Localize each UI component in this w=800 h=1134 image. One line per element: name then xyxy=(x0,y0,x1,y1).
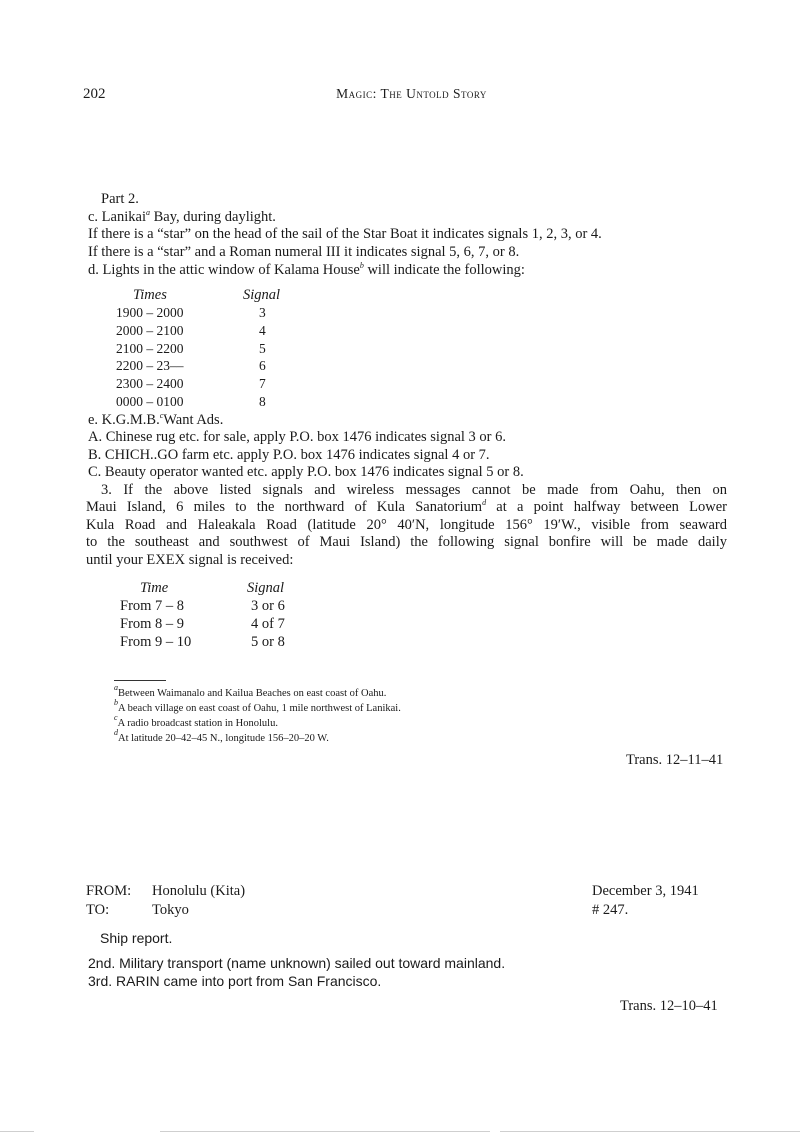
table1-row-signal: 3 xyxy=(259,305,266,320)
item-c xyxy=(88,209,276,226)
footnote-rule xyxy=(114,680,166,681)
table1-row-time: 2200 – 23–– xyxy=(116,358,184,373)
part-label: Part 2. xyxy=(101,191,139,207)
message-number: # 247. xyxy=(592,902,629,918)
table1-row-signal: 7 xyxy=(259,376,266,391)
table2-row-signal: 5 or 8 xyxy=(251,634,285,650)
para3-line-2b: at a point halfway between Lower xyxy=(486,499,727,515)
message-line-3rd: 3rd. RARIN came into port from San Francisco. xyxy=(88,973,382,989)
table1-row-time: 2300 – 2400 xyxy=(116,376,184,391)
footnote-mark-c: c xyxy=(159,411,164,420)
table2-row-time: From 9 – 10 xyxy=(120,634,192,650)
footnote-b-mark: b xyxy=(114,698,118,707)
footnote-c-text: A radio broadcast station in Honolulu. xyxy=(117,718,278,729)
table2-row-signal: 4 of 7 xyxy=(251,616,285,632)
para3-line-4: to the southeast and southwest of Maui Island) the following signal bonfire will be made daily xyxy=(86,534,727,550)
footnote-a-mark: a xyxy=(114,683,118,692)
table1-header-times: Times xyxy=(133,287,167,303)
scan-edge-line xyxy=(0,1131,34,1132)
item-d-text: d. Lights in the attic window of Kalama House xyxy=(88,262,360,278)
item-c-rest: Bay, during daylight. xyxy=(149,209,276,225)
from-value: Honolulu (Kita) xyxy=(152,883,246,899)
to-value: Tokyo xyxy=(152,902,189,918)
table2-header-time: Time xyxy=(140,580,169,596)
message-subject: Ship report. xyxy=(100,930,173,946)
footnote-mark-b: b xyxy=(359,261,364,270)
para3-line-1: 3. If the above listed signals and wireless messages cannot be made from Oahu, then on xyxy=(101,482,727,498)
translation-date-2: Trans. 12–10–41 xyxy=(620,998,718,1014)
scan-edge-line xyxy=(160,1131,490,1132)
table1-row-time: 2000 – 2100 xyxy=(116,323,184,338)
item-c-text: c. Lanikai xyxy=(88,209,146,225)
table1-row-time: 1900 – 2000 xyxy=(116,305,184,320)
para3-line-3: Kula Road and Haleakala Road (latitude 20° 40′N, longitude 156° 19′W., visible from seaward xyxy=(86,517,727,533)
table1-row-signal: 5 xyxy=(259,341,266,356)
scan-edge-line xyxy=(500,1131,800,1132)
footnote-d xyxy=(114,728,329,744)
table2-row-time: From 8 – 9 xyxy=(120,616,185,632)
table1-row-time: 0000 – 0100 xyxy=(116,394,184,409)
footnote-d-text: At latitude 20–42–45 N., longitude 156–20–20 W. xyxy=(118,733,329,744)
table1-row-time: 2100 – 2200 xyxy=(116,341,184,356)
table1-row-signal: 6 xyxy=(259,358,266,373)
para3-line-5: until your EXEX signal is received: xyxy=(86,552,294,568)
table1-row-signal: 4 xyxy=(259,323,266,338)
message-line-2nd: 2nd. Military transport (name unknown) sailed out toward mainland. xyxy=(88,955,506,971)
table2-row-time: From 7 – 8 xyxy=(120,598,185,614)
star-line-1: If there is a “star” on the head of the sail of the Star Boat it indicates signals 1, 2, 3, or 4. xyxy=(88,226,602,242)
item-C: C. Beauty operator wanted etc. apply P.O. box 1476 indicates signal 5 or 8. xyxy=(88,464,524,480)
footnote-d-mark: d xyxy=(114,728,118,737)
item-e-text: e. K.G.M.B. xyxy=(88,412,160,428)
footnote-mark-a: a xyxy=(145,208,150,217)
footnote-c xyxy=(114,713,278,729)
para3-line-2 xyxy=(86,499,727,516)
table2-header-signal: Signal xyxy=(247,580,285,596)
footnote-c-mark: c xyxy=(114,713,118,722)
footnote-a-text: Between Waimanalo and Kailua Beaches on east coast of Oahu. xyxy=(118,688,387,699)
item-e xyxy=(88,412,223,429)
item-d-rest: will indicate the following: xyxy=(363,262,525,278)
item-A: A. Chinese rug etc. for sale, apply P.O. box 1476 indicates signal 3 or 6. xyxy=(88,429,507,445)
running-head xyxy=(0,86,800,102)
table2-row-signal: 3 or 6 xyxy=(251,598,285,614)
to-label: TO: xyxy=(86,902,110,918)
star-line-2: If there is a “star” and a Roman numeral III it indicates signal 5, 6, 7, or 8. xyxy=(88,244,520,260)
item-e-rest: Want Ads. xyxy=(163,412,224,428)
item-d xyxy=(88,262,525,279)
footnote-mark-d: d xyxy=(482,498,487,507)
footnote-b-text: A beach village on east coast of Oahu, 1 mile northwest of Lanikai. xyxy=(118,703,401,714)
running-head-text: Magic: The Untold Story xyxy=(336,86,487,101)
table1-row-signal: 8 xyxy=(259,394,266,409)
item-B: B. CHICH..GO farm etc. apply P.O. box 1476 indicates signal 4 or 7. xyxy=(88,447,490,463)
table1-header-signal: Signal xyxy=(243,287,281,303)
from-label: FROM: xyxy=(86,883,132,899)
footnote-a xyxy=(114,683,387,699)
message-date: December 3, 1941 xyxy=(592,883,699,899)
translation-date-1: Trans. 12–11–41 xyxy=(626,752,724,768)
para3-line-2a: Maui Island, 6 miles to the northward of Kula Sanatorium xyxy=(86,499,483,515)
page-number: 202 xyxy=(83,86,106,102)
footnote-b xyxy=(114,698,401,714)
